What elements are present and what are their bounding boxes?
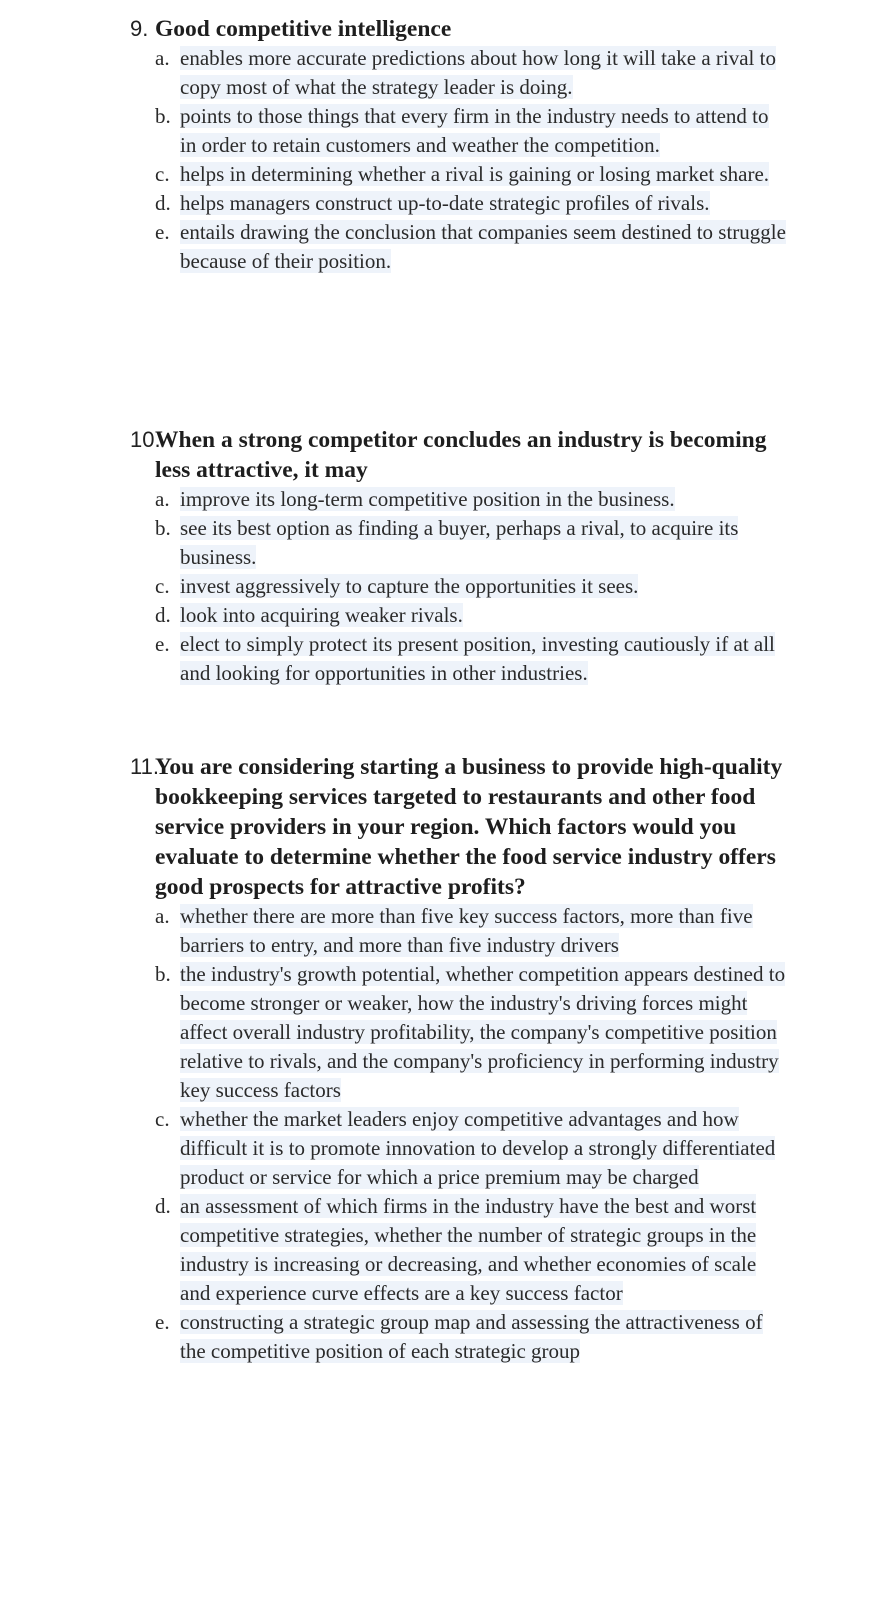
option-b[interactable] xyxy=(130,514,790,572)
option-text: the industry's growth potential, whether competition appears destined to become stronger or weaker, how the industry's driving forces might affect overall industry profitability, the company's competitive position relative to rivals, and the company's proficiency in performing industry key success factors xyxy=(180,962,786,1102)
option-letter: e. xyxy=(155,220,170,244)
option-list xyxy=(130,902,790,1366)
option-text: invest aggressively to capture the opportunities it sees. xyxy=(180,574,639,598)
question-prompt: You are considering starting a business to provide high-quality bookkeeping services targeted to restaurants and other food service providers in your region. Which factors would you evaluate to determine whether the food service industry offers good prospects for attractive profits? xyxy=(155,754,783,900)
option-c[interactable] xyxy=(130,572,790,601)
option-text: see its best option as finding a buyer, perhaps a rival, to acquire its business. xyxy=(180,516,739,569)
option-letter: a. xyxy=(155,904,170,928)
question-heading xyxy=(130,14,790,44)
option-d[interactable] xyxy=(130,1192,790,1308)
option-letter: b. xyxy=(155,962,171,986)
option-text: improve its long-term competitive position in the business. xyxy=(180,487,675,511)
question-prompt: Good competitive intelligence xyxy=(155,16,452,42)
option-b[interactable] xyxy=(130,102,790,160)
option-letter: d. xyxy=(155,1194,171,1218)
option-text: an assessment of which firms in the industry have the best and worst competitive strategies, whether the number of strategic groups in the industry is increasing or decreasing, and whether economies of scale and experience curve effects are a key success factor xyxy=(180,1194,757,1305)
option-letter: e. xyxy=(155,632,170,656)
option-letter: a. xyxy=(155,46,170,70)
question-number: 9. xyxy=(130,16,149,41)
option-text: whether there are more than five key success factors, more than five barriers to entry, and more than five industry drivers xyxy=(180,904,753,957)
option-list xyxy=(130,44,790,276)
option-letter: a. xyxy=(155,487,170,511)
option-e[interactable] xyxy=(130,1308,790,1366)
question-heading xyxy=(130,752,790,902)
option-letter: c. xyxy=(155,1107,170,1131)
option-letter: d. xyxy=(155,603,171,627)
question-9 xyxy=(130,14,790,276)
question-11 xyxy=(130,752,790,1366)
question-number: 10. xyxy=(130,427,161,452)
option-a[interactable] xyxy=(130,44,790,102)
question-number: 11. xyxy=(130,754,159,779)
option-text: whether the market leaders enjoy competitive advantages and how difficult it is to promote innovation to develop a strongly differentiated product or service for which a price premium may be charged xyxy=(180,1107,776,1189)
option-text: look into acquiring weaker rivals. xyxy=(180,603,463,627)
option-e[interactable] xyxy=(130,218,790,276)
option-text: entails drawing the conclusion that companies seem destined to struggle because of their position. xyxy=(180,220,786,273)
option-a[interactable] xyxy=(130,485,790,514)
option-letter: d. xyxy=(155,191,171,215)
option-c[interactable] xyxy=(130,1105,790,1192)
option-text: points to those things that every firm in the industry needs to attend to in order to retain customers and weather the competition. xyxy=(180,104,769,157)
option-text: helps managers construct up-to-date strategic profiles of rivals. xyxy=(180,191,710,215)
option-letter: b. xyxy=(155,104,171,128)
option-e[interactable] xyxy=(130,630,790,688)
option-letter: e. xyxy=(155,1310,170,1334)
question-10 xyxy=(130,425,790,688)
question-prompt: When a strong competitor concludes an industry is becoming less attractive, it may xyxy=(155,427,767,483)
option-b[interactable] xyxy=(130,960,790,1105)
question-heading xyxy=(130,425,790,485)
option-text: elect to simply protect its present position, investing cautiously if at all and looking for opportunities in other industries. xyxy=(180,632,775,685)
option-text: enables more accurate predictions about how long it will take a rival to copy most of what the strategy leader is doing. xyxy=(180,46,776,99)
option-letter: c. xyxy=(155,162,170,186)
option-list xyxy=(130,485,790,688)
option-text: constructing a strategic group map and assessing the attractiveness of the competitive position of each strategic group xyxy=(180,1310,763,1363)
option-letter: b. xyxy=(155,516,171,540)
option-d[interactable] xyxy=(130,601,790,630)
option-letter: c. xyxy=(155,574,170,598)
option-d[interactable] xyxy=(130,189,790,218)
option-c[interactable] xyxy=(130,160,790,189)
option-text: helps in determining whether a rival is gaining or losing market share. xyxy=(180,162,770,186)
option-a[interactable] xyxy=(130,902,790,960)
